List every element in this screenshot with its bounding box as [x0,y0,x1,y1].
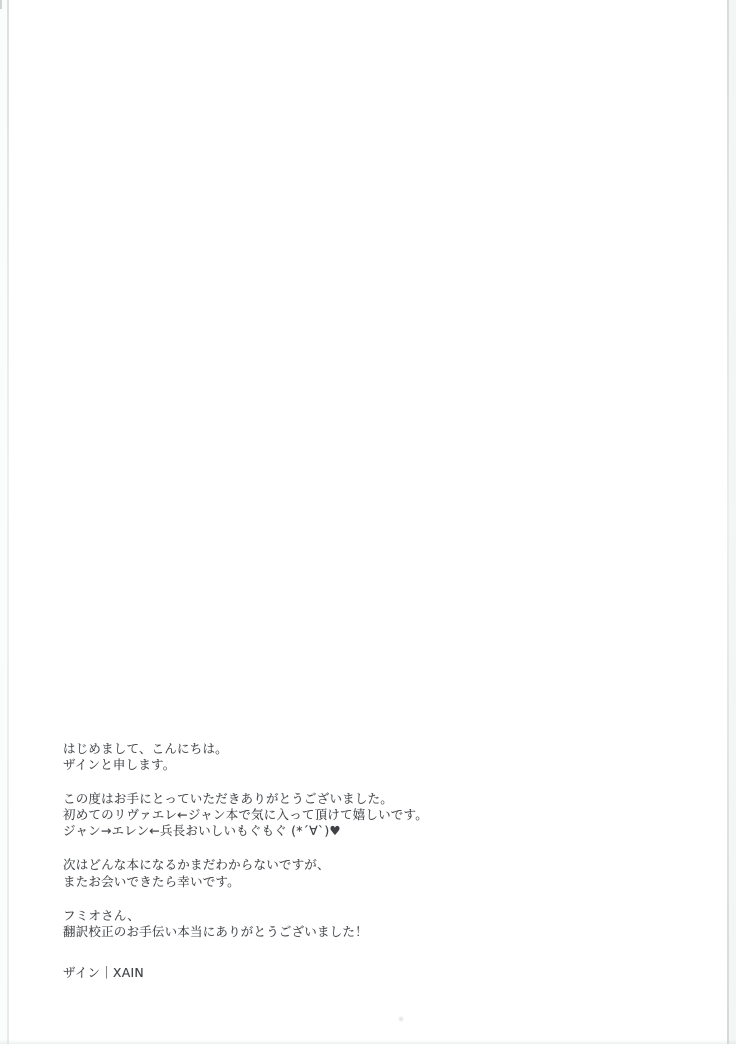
scan-margin-left [0,0,7,1044]
afterword-text-block [63,741,623,981]
afterword-paragraph-greeting [63,741,623,773]
scan-corner-nick [0,0,2,9]
text-line: フミオさん、 [63,907,140,923]
text-line: ザインと申します。 [63,757,176,773]
scan-speck [398,1016,404,1022]
afterword-paragraph-credits [63,908,623,940]
text-line: またお会いできたら幸いです。 [63,873,240,889]
scan-edge-shade-bottom [0,1040,736,1044]
afterword-paragraph-next [63,857,623,889]
text-line: はじめまして、こんにちは。 [63,741,228,756]
author-signature: ザイン｜XAIN [63,964,144,980]
scan-margin-right [729,0,736,1044]
text-line: 初めてのリヴァエレ←ジャン本で気に入って頂けて嬉しいです。 [63,807,428,823]
text-line: 次はどんな本になるかまだわからないですが、 [63,857,330,873]
text-line: ジャン→エレン←兵長おいしいもぐもぐ (*´∀`)♥ [63,823,341,839]
text-line: この度はお手にとっていただきありがとうございました。 [63,791,393,807]
text-line: 翻訳校正のお手伝い本当にありがとうございました！ [63,923,368,939]
scan-edge-line-left [7,0,9,1044]
afterword-paragraph-thanks [63,791,623,839]
